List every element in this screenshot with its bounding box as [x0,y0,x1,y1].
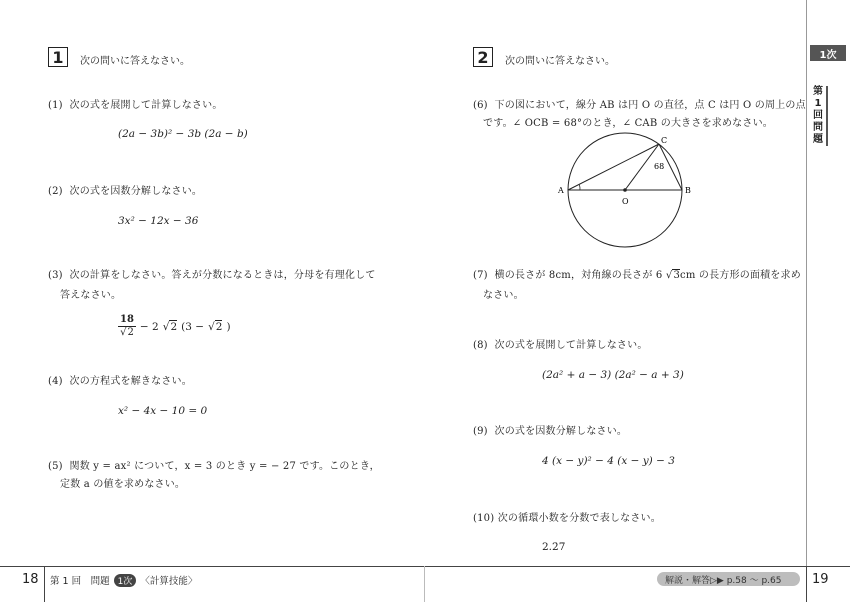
center-point [623,188,627,192]
question-7 [473,266,801,281]
question-9 [473,422,627,437]
question-label: (2) [48,186,63,197]
question-text-end: cm の長方形の面積を求め [680,270,801,281]
side-divider [806,0,807,566]
footer-title: 第 1 回 問題 [50,576,110,587]
fraction [118,314,136,339]
formula-3 [118,314,231,339]
question-10 [473,509,661,524]
question-label: (9) [473,426,488,437]
circle-figure [555,130,700,250]
label-c: C [661,136,668,145]
section-title: 次の問いに答えなさい。 [505,56,615,67]
question-text: 次の式を展開して計算しなさい。 [69,100,223,111]
fraction-numerator: 18 [120,314,134,325]
section-title: 次の問いに答えなさい。 [80,56,190,67]
angle-mark-a [579,184,580,190]
side-tab-badge-text: 1次 [819,49,837,61]
question-3 [48,266,376,281]
formula-sqrt: √2 [208,320,223,333]
question-6-line2: です。∠ OCB = 68°のとき，∠ CAB の大きさを求めなさい。 [483,118,773,129]
inline-sqrt: √3 [665,270,681,281]
section-number-box [473,47,493,67]
question-2 [48,182,202,197]
formula-10: 2.2̇7̇ [542,541,566,553]
question-text: 次の式を因数分解しなさい。 [494,426,628,437]
question-label: (10) [473,513,495,524]
label-o: O [622,197,629,206]
question-5 [48,457,380,472]
question-label: (7) [473,270,488,281]
question-7-line2: なさい。 [483,290,524,301]
page-number-right: 19 [812,572,829,587]
footer-subtitle: 〈計算技能〉 [140,576,198,587]
question-label: (3) [48,270,63,281]
question-label: (1) [48,100,63,111]
side-tab-char: 回 [813,110,823,121]
formula-2: 3x² − 12x − 36 [118,215,199,227]
side-tab-bar [826,86,828,146]
question-text: 横の長さが 8cm，対角線の長さが 6 [494,270,663,281]
formula-8: (2a² + a − 3) (2a² − a + 3) [542,369,684,381]
page-number-left: 18 [22,572,39,587]
footer-left-title [50,573,197,587]
section-number: 1 [52,47,64,67]
footer [0,566,850,602]
question-text: 次の式を展開して計算しなさい。 [494,340,648,351]
section-number: 2 [477,47,489,67]
formula-4: x² − 4x − 10 = 0 [118,405,208,417]
side-tab-badge [810,45,846,61]
section-number-box [48,47,68,67]
footer-divider-left [44,566,45,602]
question-4 [48,372,192,387]
label-a: A [558,186,564,195]
question-label: (4) [48,376,63,387]
question-text: 下の図において，線分 AB は円 O の直径，点 C は円 O の周上の点 [494,100,806,111]
question-label: (8) [473,340,488,351]
footer-rule [0,566,850,567]
formula-part: (3 − [181,320,205,333]
footer-badge: 1次 [114,574,137,587]
question-8 [473,336,648,351]
answer-reference [657,572,800,586]
question-label: (5) [48,461,63,472]
formula-sqrt: √2 [162,320,178,333]
question-text: 次の式を因数分解しなさい。 [69,186,203,197]
side-tab-char: 第 [813,86,823,97]
question-1 [48,96,223,111]
question-5-line2: 定数 a の値を求めなさい。 [60,479,186,490]
footer-divider-right [806,566,807,602]
label-angle: 68 [654,162,665,171]
question-text: 次の循環小数を分数で表しなさい。 [497,513,661,524]
question-3-line2: 答えなさい。 [60,290,122,301]
footer-center-divider [424,566,425,602]
chord-ac [568,144,659,190]
question-label: (6) [473,100,488,111]
side-tab-char: 問 [813,122,823,133]
answer-reference-text: 解説・解答▷▶ p.58 ～ p.65 [665,575,782,586]
side-tab-char: 1 [814,98,822,109]
formula-9: 4 (x − y)² − 4 (x − y) − 3 [542,455,675,467]
question-6 [473,96,806,111]
side-tab-char: 題 [813,134,823,145]
side-tab-vertical [810,86,826,146]
question-text: 関数 y = ax² について，x = 3 のとき y = − 27 です。このとき， [69,461,380,472]
formula-1: (2a − 3b)² − 3b (2a − b) [118,128,248,140]
question-text: 次の方程式を解きなさい。 [69,376,192,387]
formula-part: − 2 [139,320,159,333]
formula-part: ) [226,320,231,333]
question-text: 次の計算をしなさい。答えが分数になるときは，分母を有理化して [69,270,376,281]
label-b: B [685,186,691,195]
fraction-denominator: √2 [120,327,134,338]
